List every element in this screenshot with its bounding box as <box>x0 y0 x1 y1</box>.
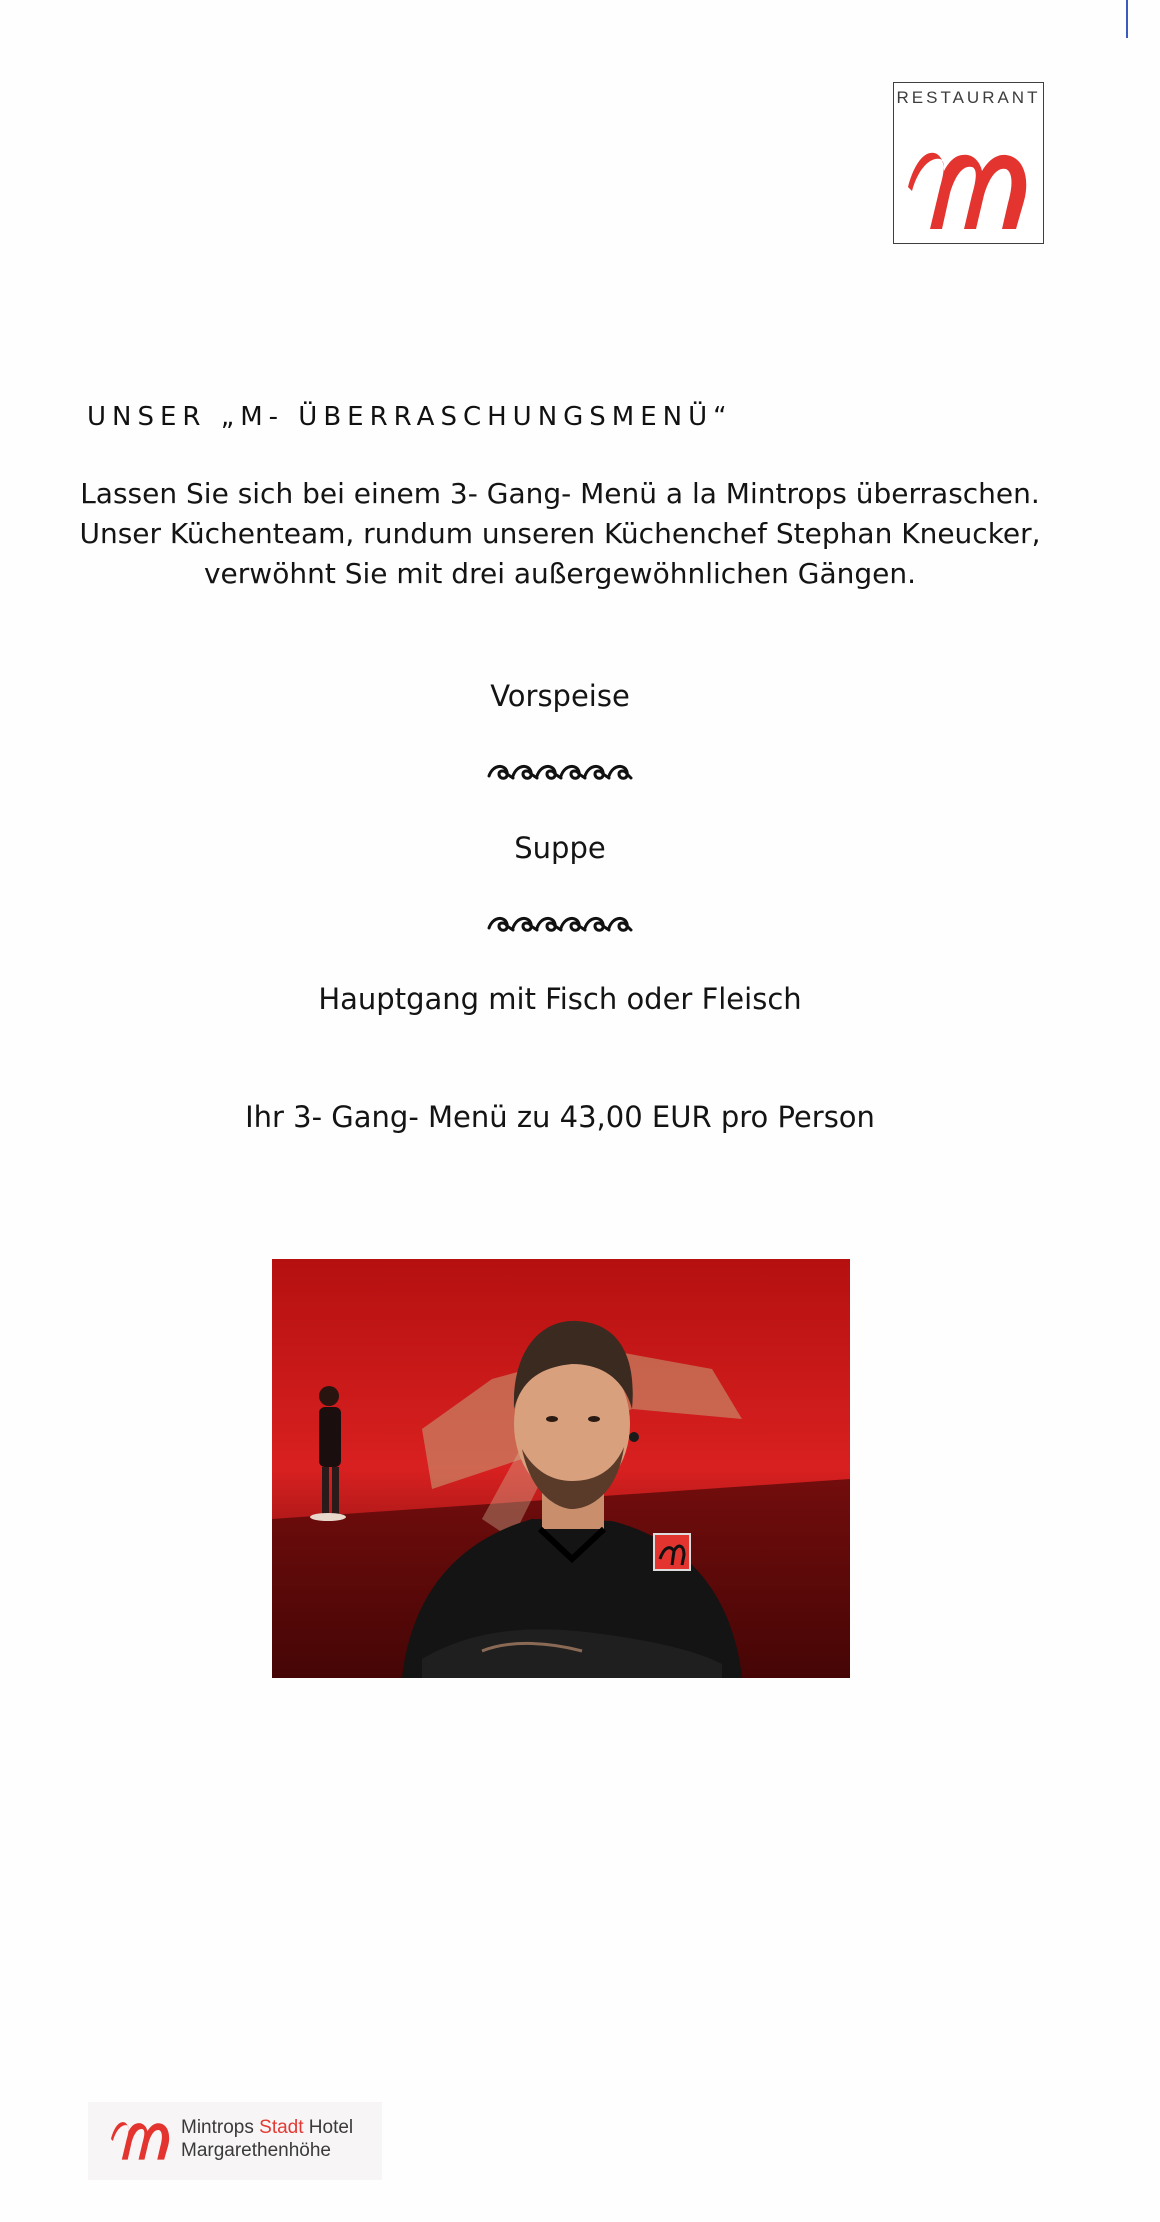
restaurant-logo <box>893 82 1044 244</box>
course-starter: Vorspeise <box>490 679 630 713</box>
swirl-ornament-icon <box>485 760 635 784</box>
chef-portrait-illustration <box>272 1259 850 1678</box>
menu-heading: UNSER „M- ÜBERRASCHUNGSMENÜ“ <box>87 402 733 432</box>
course-main: Hauptgang mit Fisch oder Fleisch <box>318 982 802 1016</box>
hotel-name <box>181 2116 353 2162</box>
intro-paragraph <box>0 474 1120 594</box>
m-logo-icon <box>906 143 1032 235</box>
chef-portrait-photo <box>272 1259 850 1678</box>
intro-line-2: Unser Küchenteam, rundum unseren Küchenchef Stephan Kneucker, <box>79 517 1041 550</box>
intro-line-3: verwöhnt Sie mit drei außergewöhnlichen Gängen. <box>203 557 917 590</box>
hotel-name-part1: Mintrops <box>181 2117 260 2138</box>
hotel-name-part2: Stadt <box>259 2117 304 2138</box>
menu-price: Ihr 3- Gang- Menü zu 43,00 EUR pro Person <box>245 1100 875 1134</box>
m-logo-icon <box>110 2116 172 2164</box>
course-soup: Suppe <box>514 831 606 865</box>
hotel-name-part3: Hotel <box>303 2117 354 2138</box>
swirl-ornament-icon <box>485 912 635 936</box>
hotel-logo <box>88 2102 382 2180</box>
page-edge-marker <box>1126 0 1128 38</box>
logo-label: RESTAURANT <box>896 88 1041 107</box>
intro-line-1: Lassen Sie sich bei einem 3- Gang- Menü a la Mintrops überraschen. <box>80 477 1040 510</box>
hotel-location: Margarethenhöhe <box>181 2140 331 2161</box>
